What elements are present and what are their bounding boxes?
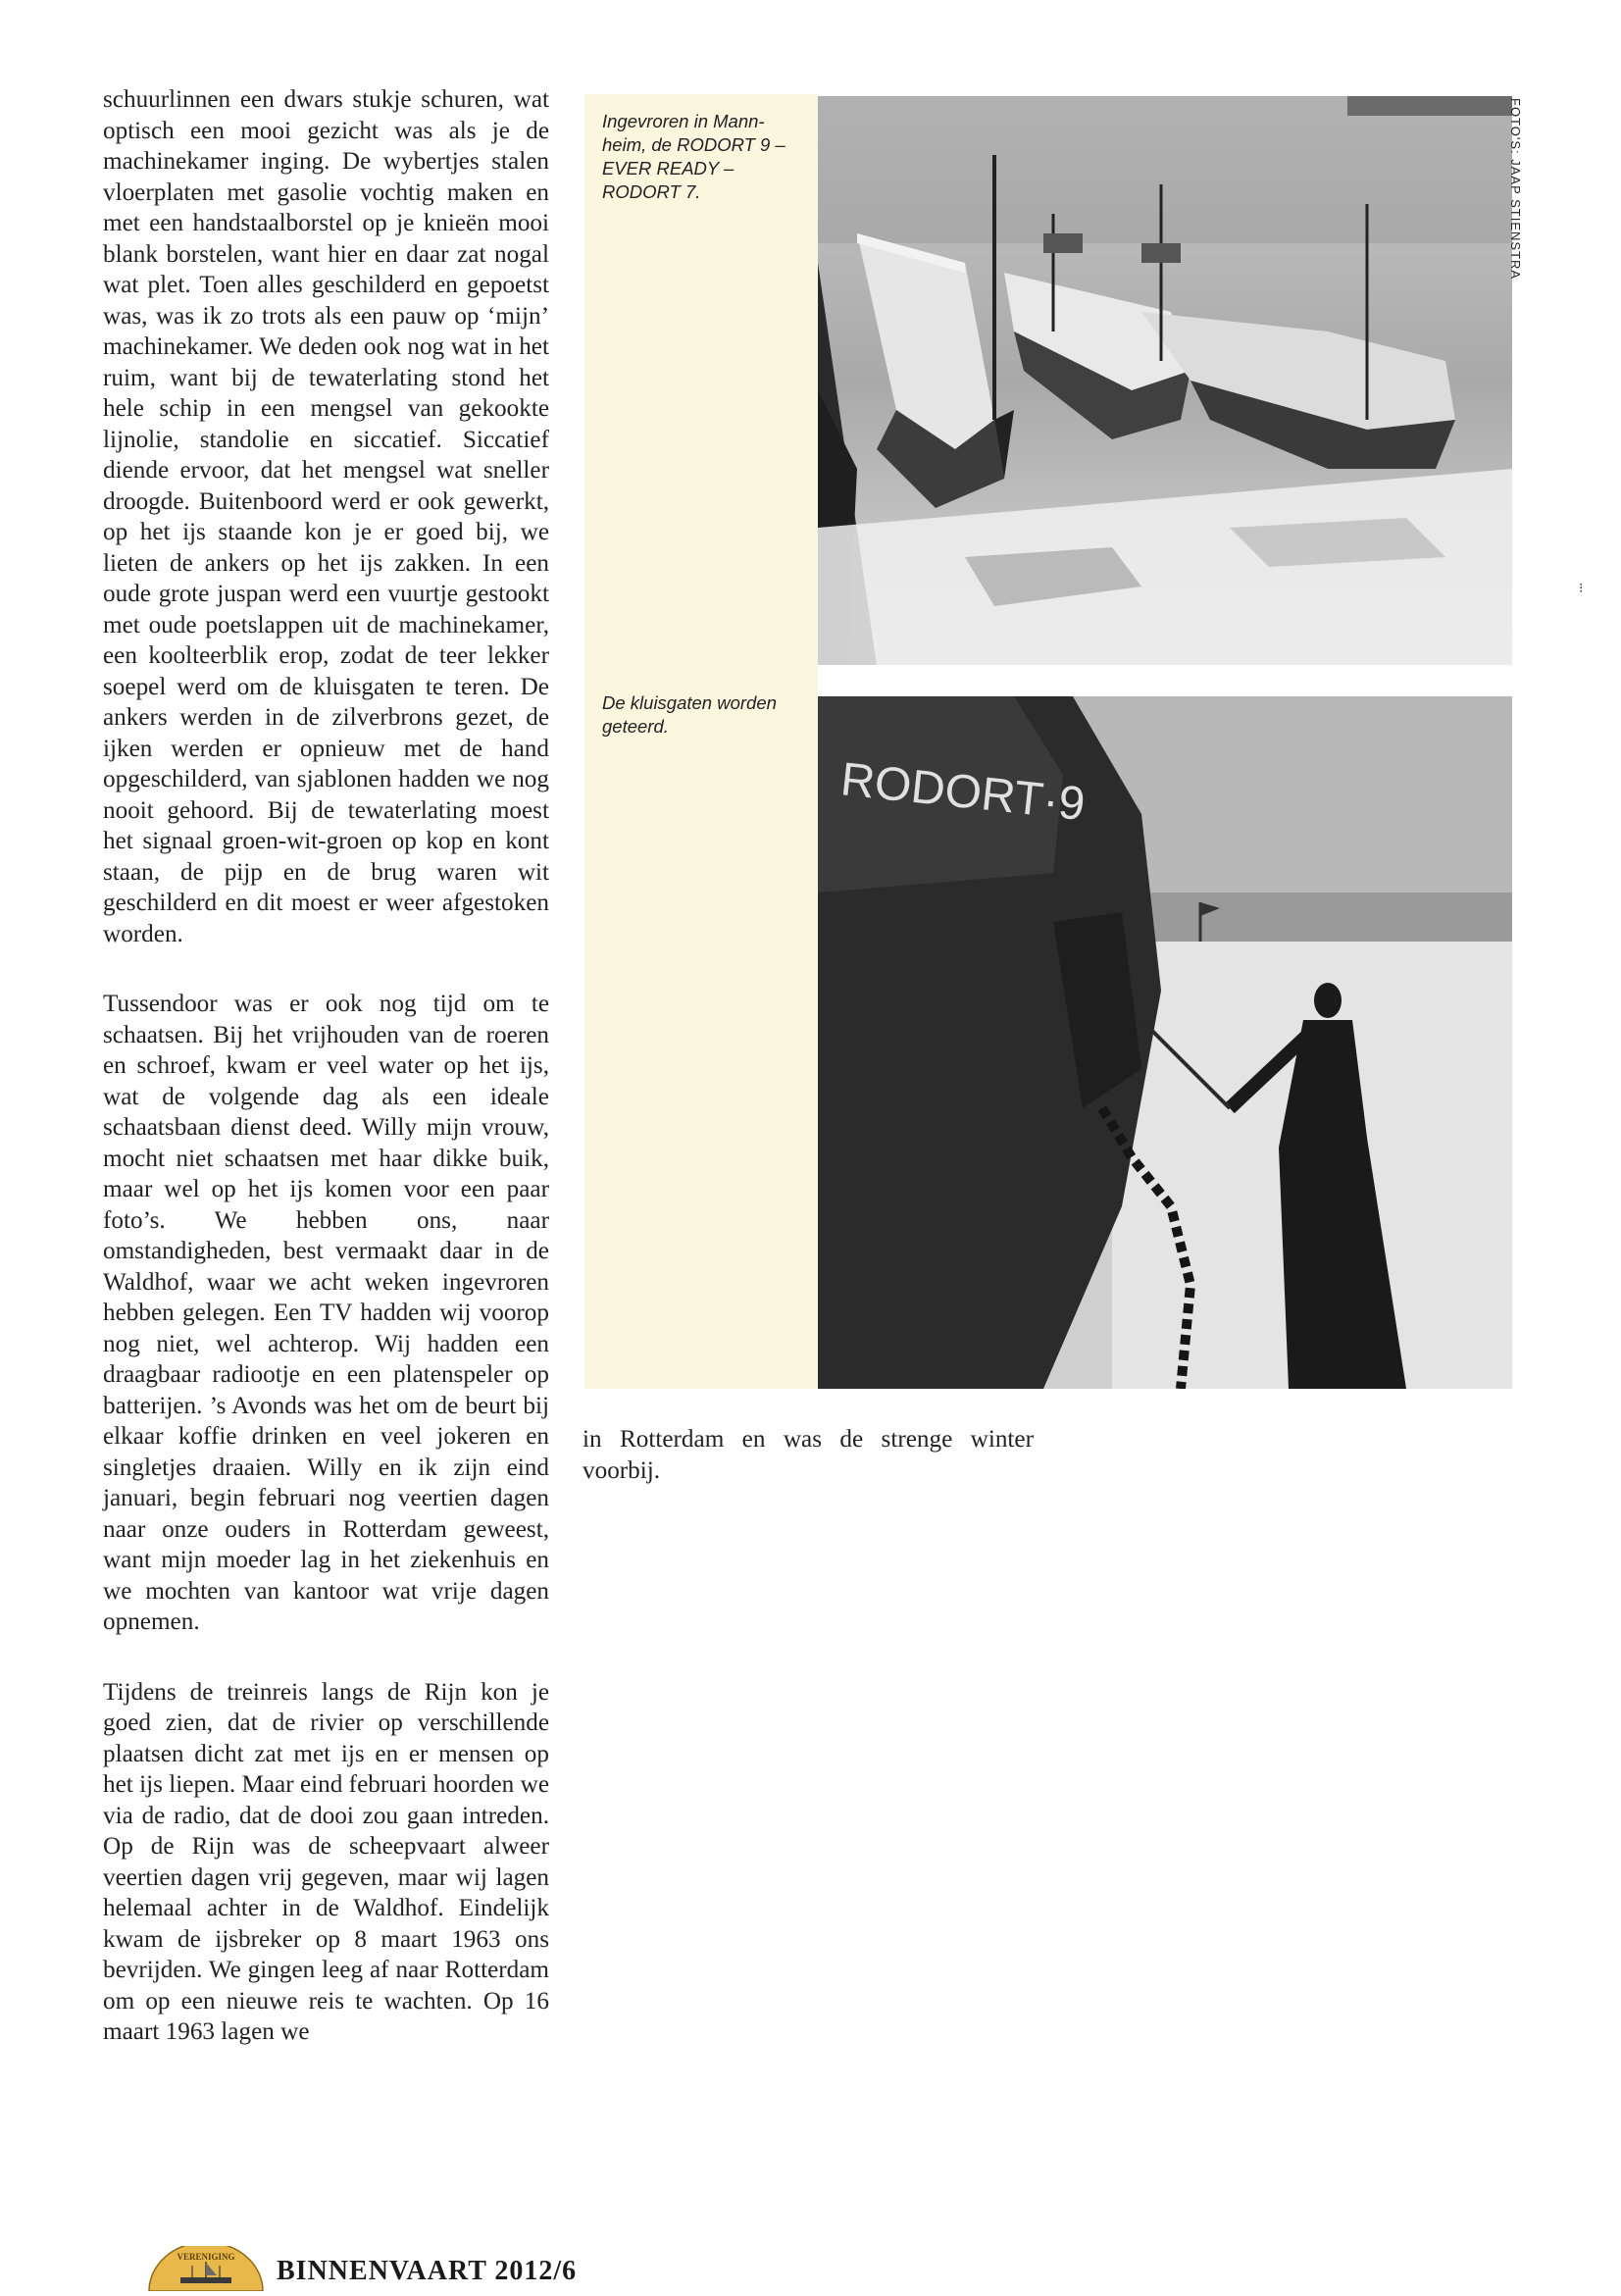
publication-label: BINNENVAART 2012/6 xyxy=(277,2256,578,2286)
hull-name-text: RODORT·9 xyxy=(837,753,1088,832)
photo-caption-ice: Ingevroren in Mannheim, de RODORT 9 – EVER READY – RODORT 7. xyxy=(602,111,785,202)
page-footer xyxy=(147,2246,579,2291)
article-paragraph-3: Tijdens de treinreis langs de Rijn kon je goed zien, dat de rivier op verschillende plaatsen dicht zat met ijs en er mensen op het ijs liepen. Maar eind februari hoorden we via de radio, dat de dooi zou gaan intreden. Op de Rijn was de scheepvaart alweer veertien dagen vrij gegeven, maar wij lagen helemaal achter in de Waldhof. Eindelijk kwam de ijsbreker op 8 maart 1963 ons bevrijden. We gingen leeg af naar Rotterdam om op een nieuwe reis te wachten. Op 16 maart 1963 lagen we xyxy=(103,1678,549,2045)
margin-dots: ⁝ xyxy=(1579,582,1584,596)
article-paragraph-2: Tussendoor was er ook nog tijd om te schaatsen. Bij het vrijhouden van de roeren en schroef, kwam er veel water op het ijs, wat de volgende dag als een ideale schaatsbaan dienst deed. Willy mijn vrouw, mocht niet schaatsen met haar dikke buik, maar wel op het ijs komen voor een paar foto’s. We hebben ons, naar omstandigheden, best vermaakt daar in de Waldhof, waar we acht weken ingevroren hebben gelegen. Een TV hadden wij voorop nog niet, wel achterop. Wij hadden een draagbaar radiootje en een platenspeler op batterijen. ’s Avonds was het om de beurt bij elkaar koffie drinken en veel jokeren en singletjes draaien. Willy en ik zijn eind januari, begin februari nog veertien dagen naar onze ouders in Rotterdam geweest, want mijn moeder lag in het ziekenhuis en we mochten van kantoor wat vrije dagen opnemen. xyxy=(103,991,549,1635)
left-text-column xyxy=(103,84,549,2048)
photo-credit: FOTO'S: JAAP STIENSTRA xyxy=(1508,98,1523,281)
photo-frozen-ships xyxy=(818,96,1512,665)
photo-tarring-hawse xyxy=(818,696,1512,1389)
article-paragraph-continuation: in Rotterdam en was de strenge winter voorbij. xyxy=(583,1426,1034,1484)
caption-panel xyxy=(584,94,818,1389)
vereniging-logo-icon xyxy=(147,2246,265,2291)
right-text-column xyxy=(583,1424,1034,1486)
article-paragraph-1: schuurlinnen een dwars stukje schuren, wat optisch een mooi gezicht was als je de machinekamer inging. De wybertjes stalen vloerplaten met gasolie vochtig maken en met een handstaalborstel op je knieën mooi blank borstelen, want hier en daar zat nogal wat plet. Toen alles geschilderd en gepoetst was, was ik zo trots als een pauw op ‘mijn’ machinekamer. We deden ook nog wat in het ruim, want bij de tewaterlating stond het hele schip in een mengsel van gekookte lijnolie, standolie en siccatief. Siccatief diende ervoor, dat het mengsel wat sneller droogde. Buitenboord werd er ook gewerkt, op het ijs staande kon je er goed bij, we lieten de ankers op het ijs zakken. In een oude grote juspan werd een vuurtje gestookt met oude poetslappen uit de machinekamer, een koolteerblik erop, zodat de teer lekker soepel werd om de kluisgaten te teren. De ankers werden in de zilverbrons gezet, de ijken werden er opnieuw met de hand opgeschilderd, van sjablonen hadden we nog nooit gehoord. Bij de tewaterlating moest het signaal groen-wit-groen op kop en kont staan, de pijp en de brug waren wit geschilderd en dit moest er weer afgestoken worden. xyxy=(103,86,549,947)
photo-caption-hawse: De kluisgaten worden geteerd. xyxy=(602,692,777,737)
svg-text:VERENIGING: VERENIGING xyxy=(177,2252,235,2262)
